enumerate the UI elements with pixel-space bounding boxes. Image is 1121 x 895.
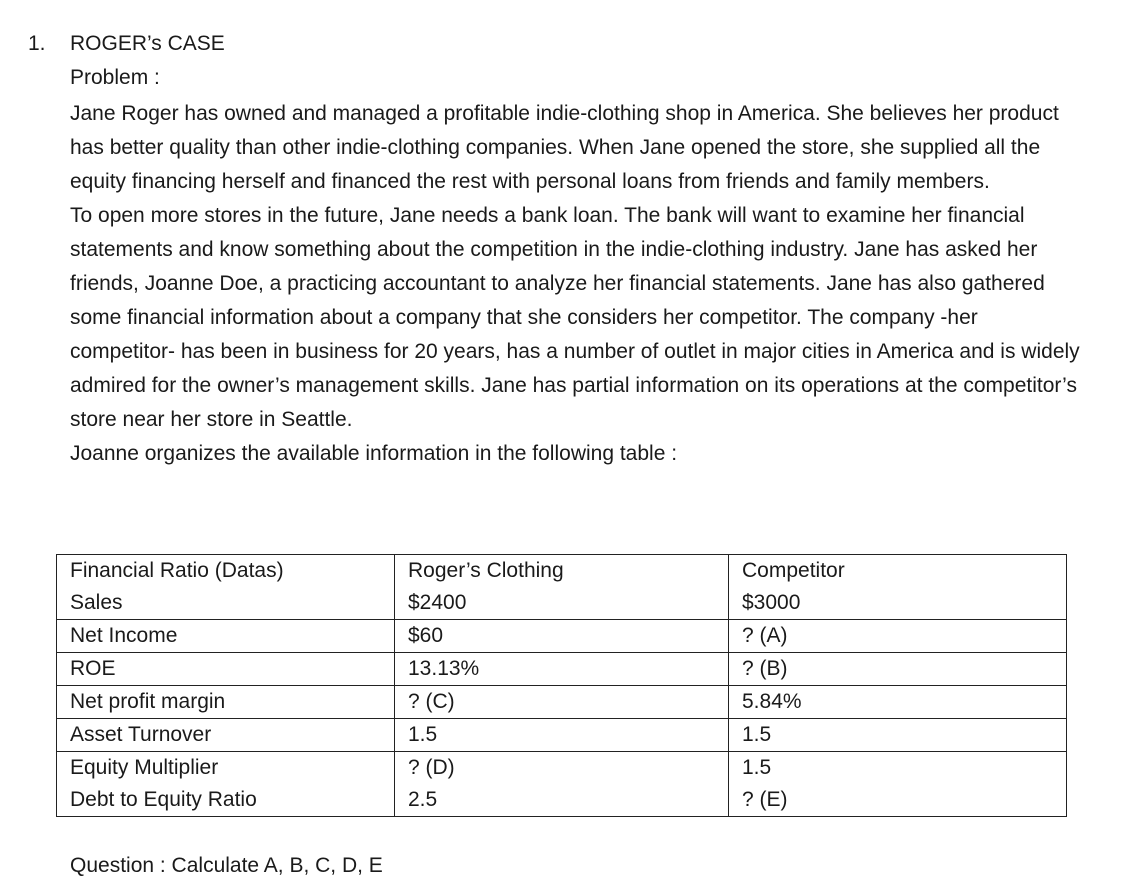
cell-rogers: ? (C) — [395, 686, 729, 719]
cell-competitor: 1.5 — [729, 719, 1067, 752]
case-content — [70, 31, 1090, 471]
table-intro: Joanne organizes the available information in the following table : — [70, 442, 678, 465]
cell-rogers: 2.5 — [395, 784, 729, 817]
table-row — [57, 620, 1067, 653]
ratio-table — [56, 554, 1067, 817]
list-number: 1. — [28, 32, 46, 55]
cell-ratio: Net Income — [57, 620, 395, 653]
cell-rogers: 13.13% — [395, 653, 729, 686]
cell-competitor: 1.5 — [729, 752, 1067, 785]
cell-ratio: Equity Multiplier — [57, 752, 395, 785]
cell-competitor: ? (E) — [729, 784, 1067, 817]
header-competitor: Competitor — [729, 555, 1067, 588]
table-row — [57, 752, 1067, 785]
problem-label: Problem : — [70, 66, 160, 89]
paragraph-background: Jane Roger has owned and managed a profitable indie-clothing shop in America. She believes her product has better quality than other indie-clothing companies. When Jane opened the store, she supplied all the equity financing herself and financed the rest with personal loans from friends and family members. — [70, 102, 1059, 193]
cell-ratio: ROE — [57, 653, 395, 686]
table-row — [57, 784, 1067, 817]
cell-ratio: Net profit margin — [57, 686, 395, 719]
question-text: Question : Calculate A, B, C, D, E — [70, 854, 383, 877]
cell-rogers: $60 — [395, 620, 729, 653]
cell-rogers: $2400 — [395, 587, 729, 620]
cell-rogers: ? (D) — [395, 752, 729, 785]
table-row — [57, 587, 1067, 620]
cell-rogers: 1.5 — [395, 719, 729, 752]
paragraph-loan-context: To open more stores in the future, Jane needs a bank loan. The bank will want to examine her financial statements and know something about the competition in the indie-clothing industry. Jane has asked her friends, Joanne Doe, a practicing accountant to analyze her financial statements. Jane has also gathered some financial information about a company that she considers her competitor. The company -her competitor- has been in business for 20 years, has a number of outlet in major cities in America and is widely admired for the owner’s management skills. Jane has partial information on its operations at the competitor’s store near her store in Seattle. — [70, 204, 1080, 431]
cell-competitor: $3000 — [729, 587, 1067, 620]
cell-competitor: 5.84% — [729, 686, 1067, 719]
table-header-row — [57, 555, 1067, 588]
cell-ratio: Debt to Equity Ratio — [57, 784, 395, 817]
table-row — [57, 719, 1067, 752]
table-row — [57, 653, 1067, 686]
cell-ratio: Asset Turnover — [57, 719, 395, 752]
case-title: ROGER’s CASE — [70, 32, 225, 55]
cell-competitor: ? (A) — [729, 620, 1067, 653]
cell-competitor: ? (B) — [729, 653, 1067, 686]
cell-ratio: Sales — [57, 587, 395, 620]
header-rogers: Roger’s Clothing — [395, 555, 729, 588]
table-row — [57, 686, 1067, 719]
header-ratio: Financial Ratio (Datas) — [57, 555, 395, 588]
